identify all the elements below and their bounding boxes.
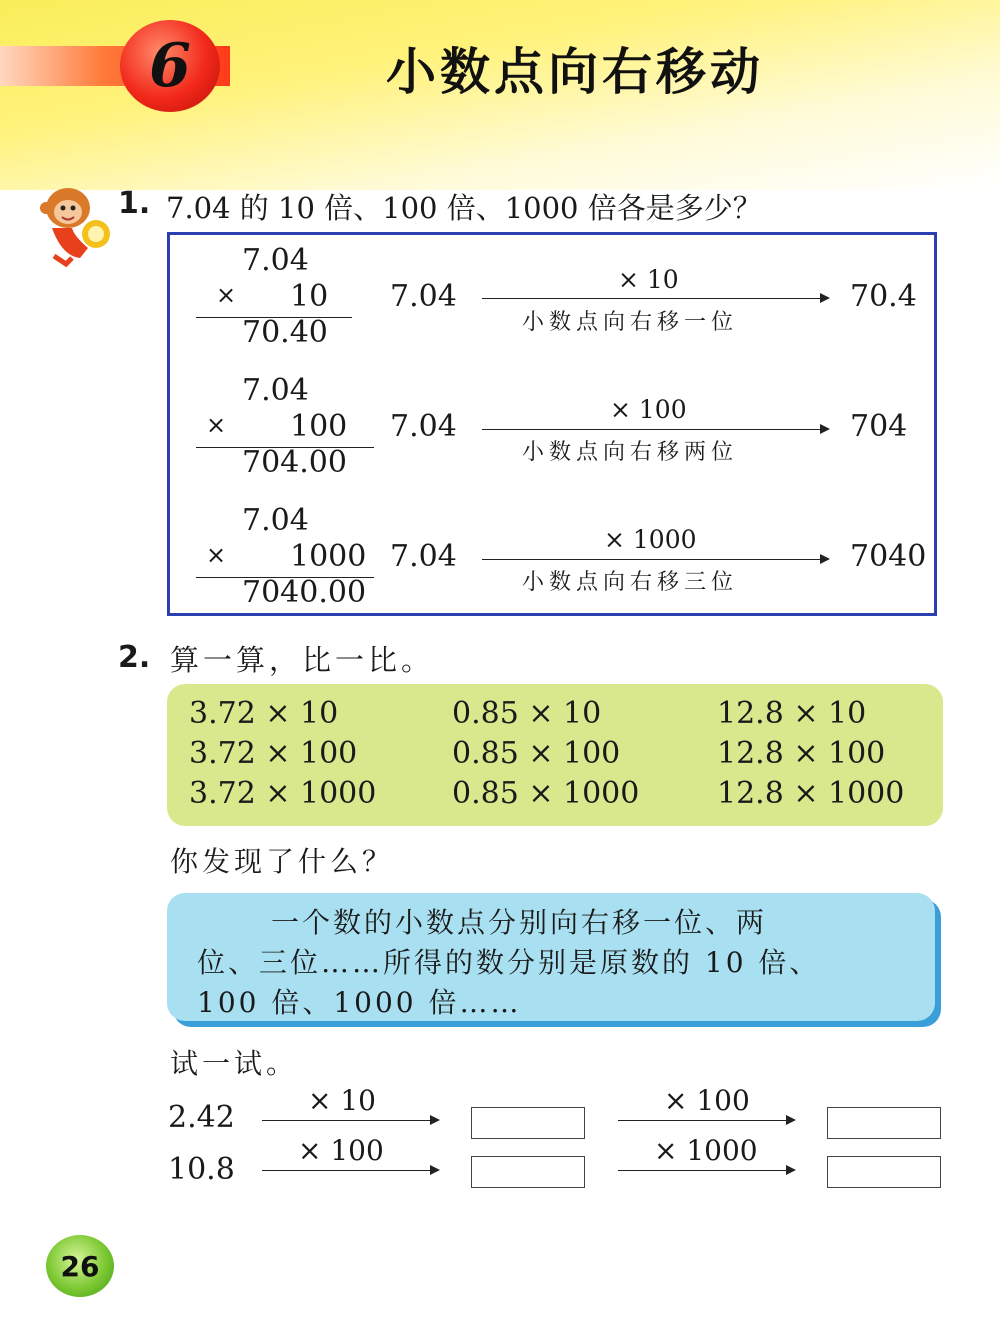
arrow-line (618, 1170, 788, 1171)
arrow-operation: × 100 (610, 395, 687, 424)
answer-box[interactable] (827, 1107, 941, 1139)
page-number: 26 (60, 1249, 100, 1283)
calc-result: 704.00 (242, 445, 347, 480)
try-start-value: 10.8 (168, 1152, 235, 1187)
arrow-line (482, 559, 822, 560)
discover-question: 你发现了什么？ (170, 845, 395, 878)
answer-box[interactable] (471, 1156, 585, 1188)
lesson-number-badge (120, 20, 220, 112)
arrow-operation: × 10 (308, 1084, 376, 1117)
arrow-head-icon (786, 1165, 796, 1175)
original-value: 7.04 (390, 539, 457, 574)
arrow-head-icon (820, 554, 830, 564)
calc-top: 7.04 (242, 503, 309, 538)
lesson-number: 6 (149, 31, 191, 101)
arrow-line (262, 1120, 432, 1121)
page-number-badge (46, 1235, 114, 1297)
times-sign: × (216, 281, 237, 309)
times-sign: × (206, 541, 227, 569)
calc-result: 7040.00 (242, 575, 367, 610)
lesson-title: 小数点向右移动 (386, 43, 764, 101)
calc-multiplier: 100 (290, 409, 348, 444)
result-value: 70.4 (850, 279, 917, 314)
calc-item: 12.8 × 100 (717, 736, 886, 771)
arrow-head-icon (786, 1115, 796, 1125)
calc-multiplier: 1000 (290, 539, 367, 574)
arrow-head-icon (820, 424, 830, 434)
arrow-operation: × 100 (298, 1134, 384, 1167)
rule-line-1: 一个数的小数点分别向右移一位、两 (271, 906, 768, 939)
calc-item: 3.72 × 100 (189, 736, 358, 771)
example-box (167, 232, 937, 616)
calc-item: 12.8 × 10 (717, 696, 867, 731)
arrow-operation: × 1000 (654, 1134, 758, 1167)
calc-top: 7.04 (242, 243, 309, 278)
question-1-number: 1. (118, 186, 151, 221)
try-start-value: 2.42 (168, 1100, 235, 1135)
arrow-operation: × 1000 (604, 525, 697, 554)
times-sign: × (206, 411, 227, 439)
rule-line-3: 100 倍、1000 倍…… (197, 986, 522, 1019)
practice-calculations-box (167, 684, 943, 826)
calc-top: 7.04 (242, 373, 309, 408)
answer-box[interactable] (471, 1107, 585, 1139)
result-value: 704 (850, 409, 908, 444)
arrow-head-icon (430, 1165, 440, 1175)
arrow-description: 小数点向右移两位 (522, 440, 739, 465)
arrow-operation: × 10 (618, 265, 679, 294)
calc-item: 3.72 × 1000 (189, 776, 377, 811)
calc-item: 0.85 × 10 (452, 696, 602, 731)
monkey-mascot-icon (32, 178, 122, 268)
arrow-operation: × 100 (664, 1084, 750, 1117)
calc-item: 12.8 × 1000 (717, 776, 905, 811)
original-value: 7.04 (390, 409, 457, 444)
calc-multiplier: 10 (290, 279, 329, 314)
calc-item: 3.72 × 10 (189, 696, 339, 731)
question-2-number: 2. (118, 640, 151, 675)
rule-summary-box (167, 893, 935, 1021)
rule-line-2: 位、三位……所得的数分别是原数的 10 倍、 (197, 946, 821, 979)
calc-item: 0.85 × 1000 (452, 776, 640, 811)
original-value: 7.04 (390, 279, 457, 314)
question-1-text: 7.04 的 10 倍、100 倍、1000 倍各是多少？ (166, 191, 762, 225)
arrow-line (262, 1170, 432, 1171)
arrow-description: 小数点向右移三位 (522, 570, 739, 595)
try-label: 试一试。 (170, 1047, 299, 1080)
arrow-description: 小数点向右移一位 (522, 310, 739, 335)
calc-result: 70.40 (242, 315, 328, 350)
arrow-head-icon (820, 293, 830, 303)
result-value: 7040 (850, 539, 927, 574)
question-2-prompt: 算一算，比一比。 (170, 643, 435, 677)
calc-item: 0.85 × 100 (452, 736, 621, 771)
answer-box[interactable] (827, 1156, 941, 1188)
arrow-line (482, 298, 822, 299)
arrow-line (482, 429, 822, 430)
arrow-head-icon (430, 1115, 440, 1125)
arrow-line (618, 1120, 788, 1121)
